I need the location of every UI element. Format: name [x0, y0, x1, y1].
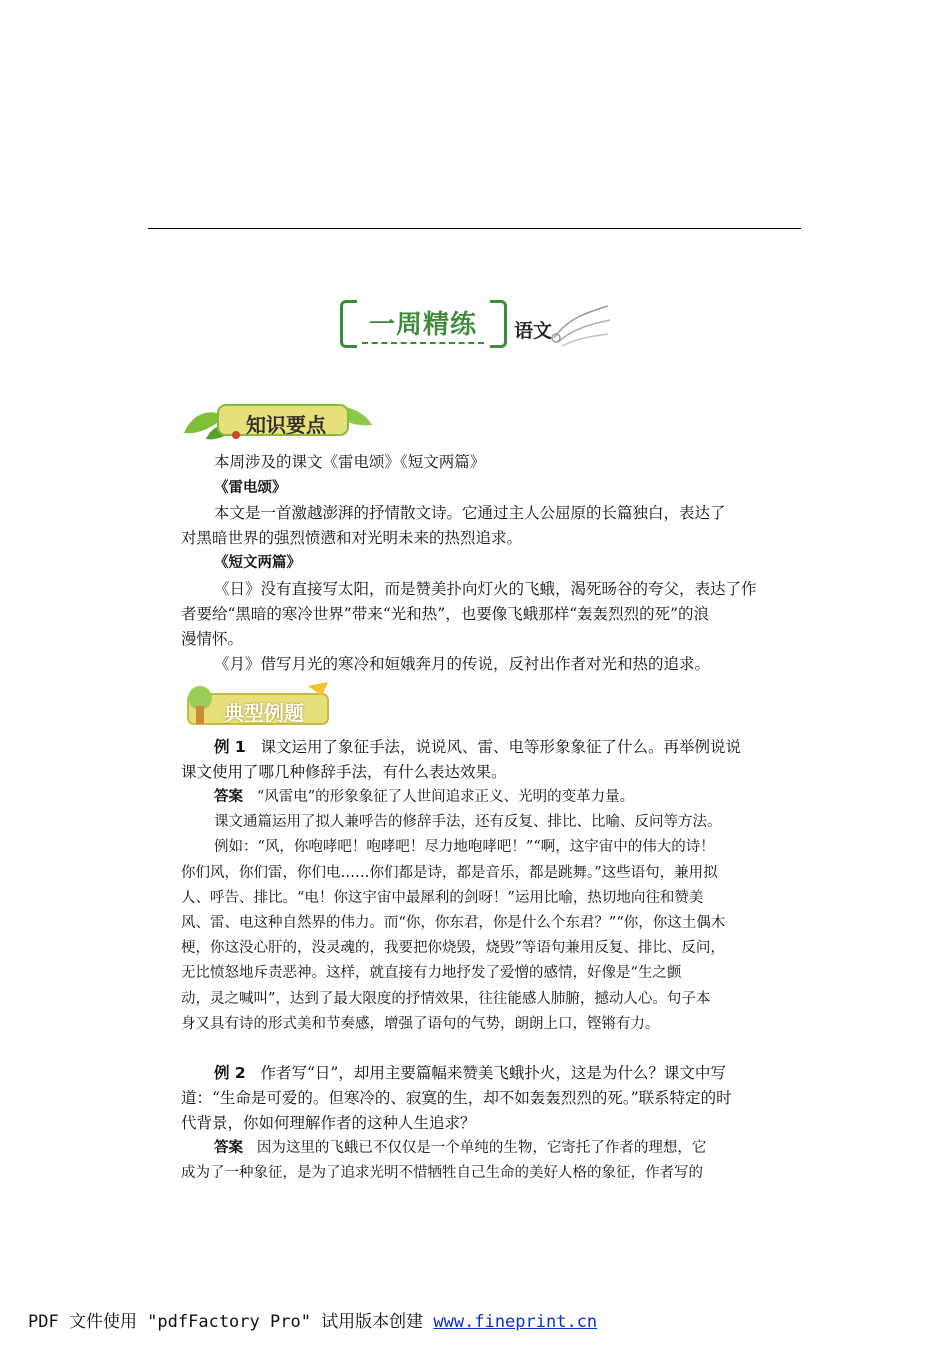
example1-answer-3: 例如：“风，你咆哮吧！咆哮吧！尽力地咆哮吧！”“啊，这宇宙中的伟大的诗！ [214, 839, 715, 855]
banner-subject: 语文 [514, 320, 553, 342]
typical-examples-label: 典型例题 [224, 701, 304, 725]
example2-question-line3: 代背景，你如何理解作者的这种人生追求？ [181, 1114, 476, 1132]
knowledge-p1-line1: 本文是一首激越澎湃的抒情散文诗。它通过主人公屈原的长篇独白，表达了 [214, 504, 726, 522]
heading-leidiansong: 《雷电颂》 [214, 480, 287, 496]
knowledge-points-label: 知识要点 [246, 413, 326, 437]
pdf-footer [28, 1307, 597, 1332]
section-knowledge-points [178, 395, 378, 447]
knowledge-intro: 本周涉及的课文《雷电颂》《短文两篇》 [214, 453, 486, 471]
example1-answer-4: 你们风，你们雷，你们电……你们都是诗，都是音乐，都是跳舞。”这些语句，兼用拟 [181, 865, 718, 881]
example2-question-line2: 道：“生命是可爱的。但寒冷的、寂寞的生，却不如轰轰烈烈的死。”联系特定的时 [181, 1089, 732, 1107]
example1-answer-8: 无比愤怒地斥责恶神。这样，就直接有力地抒发了爱憎的感情，好像是“生之颤 [181, 965, 682, 981]
header-rule [148, 228, 801, 229]
knowledge-p3: 《月》借写月光的寒冷和姮娥奔月的传说，反衬出作者对光和热的追求。 [214, 655, 711, 673]
example2-tag: 例 2 [214, 1064, 246, 1082]
banner-bracket-right [490, 300, 507, 348]
swirl-ornament-icon [548, 298, 614, 350]
banner-bracket-left [340, 300, 357, 348]
banner-dashed-underline [362, 342, 484, 344]
knowledge-p2-line2: 者要给“黑暗的寒冷世界”带来“光和热”，也要像飞蛾那样“轰轰烈烈的死”的浪 [181, 605, 710, 623]
knowledge-p2-line1: 《日》没有直接写太阳，而是赞美扑向灯火的飞蛾，渴死旸谷的夸父，表达了作 [214, 580, 757, 598]
example1-answer-line1 [214, 790, 804, 805]
example1-answer-10: 身又具有诗的形式美和节奏感，增强了语句的气势，朗朗上口，铿锵有力。 [181, 1016, 660, 1032]
example2-question-line1 [214, 1066, 804, 1082]
example1-answer-2: 课文通篇运用了拟人兼呼告的修辞手法，还有反复、排比、比喻、反问等方法。 [214, 814, 722, 830]
example2-answer-tag: 答案 [214, 1140, 243, 1156]
weekly-practice-banner [330, 290, 620, 358]
example2-q1: 作者写“日”，却用主要篇幅来赞美飞蛾扑火，这是为什么？课文中写 [260, 1064, 726, 1082]
example1-q1: 课文运用了象征手法，说说风、雷、电等形象象征了什么。再举例说说 [260, 738, 741, 756]
example1-answer-6: 风、雷、电这种自然界的伟力。而“你，你东君，你是什么个东君？”“你，你这土偶木 [181, 915, 726, 931]
knowledge-p2-line3: 漫情怀。 [181, 630, 244, 648]
banner-title: 一周精练 [368, 310, 477, 340]
footer-text: PDF 文件使用 "pdfFactory Pro" 试用版本创建 [28, 1312, 434, 1332]
example2-answer-2: 成为了一种象征，是为了追求光明不惜牺牲自己生命的美好人格的象征，作者写的 [181, 1165, 703, 1181]
example1-answer-1: “风雷电”的形象象征了人世间追求正义、光明的变革力量。 [256, 789, 635, 805]
example1-answer-tag: 答案 [214, 789, 243, 805]
example2-answer-line1 [214, 1141, 804, 1156]
example1-question-line2: 课文使用了哪几种修辞手法，有什么表达效果。 [181, 763, 507, 781]
example1-answer-7: 梗，你这没心肝的，没灵魂的，我要把你烧毁，烧毁”等语句兼用反复、排比、反问， [181, 940, 725, 956]
example2-answer-1: 因为这里的飞蛾已不仅仅是一个单纯的生物，它寄托了作者的理想，它 [256, 1140, 707, 1156]
example1-tag: 例 1 [214, 738, 246, 756]
section-typical-examples [178, 680, 338, 730]
example1-answer-9: 动，灵之喊叫”，达到了最大限度的抒情效果，往往能感人肺腑，撼动人心。句子本 [181, 991, 711, 1007]
example1-question-line1 [214, 740, 804, 756]
example1-answer-5: 人、呼告、排比。“电！你这宇宙中最犀利的剑呀！”运用比喻，热切地向往和赞美 [181, 890, 704, 906]
heading-duanwen: 《短文两篇》 [214, 555, 301, 571]
knowledge-p1-line2: 对黑暗世界的强烈愤懑和对光明未来的热烈追求。 [181, 529, 523, 547]
footer-link[interactable]: www.fineprint.cn [433, 1312, 598, 1332]
